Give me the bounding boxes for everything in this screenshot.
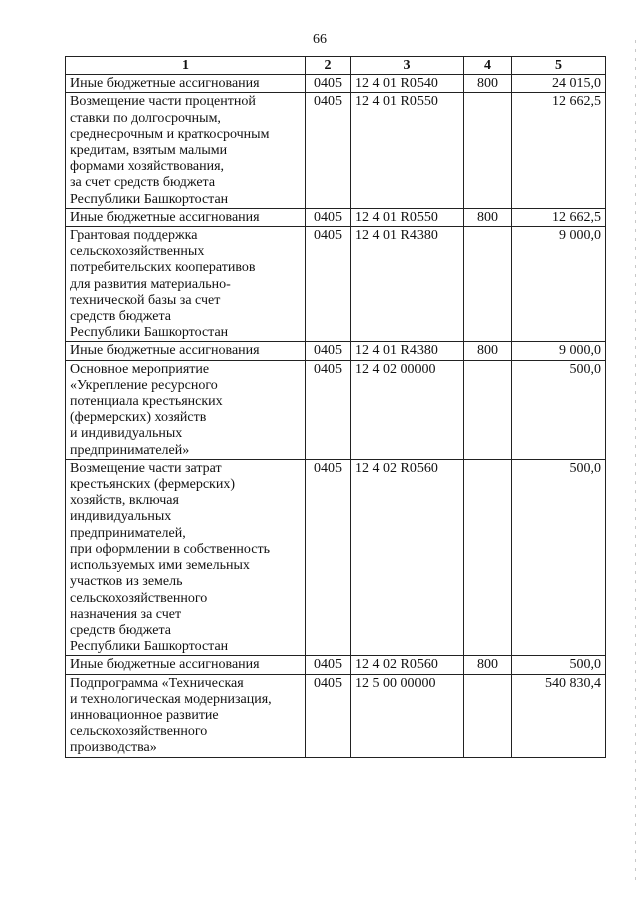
header-col-2: 2	[306, 57, 351, 75]
row-section-cell: 0405	[306, 360, 351, 459]
row-name-line: Возмещение части процентной	[70, 94, 256, 110]
row-name-line: сельскохозяйственного	[70, 724, 208, 740]
row-name-line: для развития материально-	[70, 276, 231, 292]
header-col-1: 1	[66, 57, 306, 75]
row-name-line: (фермерских) хозяйств	[70, 410, 207, 426]
table-row	[66, 360, 606, 459]
row-section-cell: 0405	[306, 342, 351, 360]
row-name-line: Республики Башкортостан	[70, 325, 229, 341]
table-row	[66, 75, 606, 93]
row-name-cell	[66, 93, 306, 208]
row-code-cell: 12 4 02 R0560	[351, 656, 464, 674]
row-type-cell: 800	[464, 342, 512, 360]
table-row	[66, 674, 606, 757]
row-name-line: хозяйств, включая	[70, 493, 179, 509]
table-row	[66, 208, 606, 226]
row-section-cell: 0405	[306, 75, 351, 93]
row-name-cell	[66, 208, 306, 226]
row-name-line: Иные бюджетные ассигнования	[70, 76, 260, 92]
row-name-line: назначения за счет	[70, 606, 182, 622]
row-amount-cell: 12 662,5	[512, 93, 606, 208]
row-type-cell: 800	[464, 75, 512, 93]
row-name-line: технической базы за счет	[70, 292, 221, 308]
row-amount-cell: 9 000,0	[512, 342, 606, 360]
row-name-line: Иные бюджетные ассигнования	[70, 343, 260, 359]
row-code-cell: 12 4 01 R4380	[351, 227, 464, 342]
header-col-4: 4	[464, 57, 512, 75]
row-name-line: сельскохозяйственного	[70, 590, 208, 606]
row-amount-cell: 500,0	[512, 360, 606, 459]
row-name-cell	[66, 227, 306, 342]
row-code-cell: 12 5 00 00000	[351, 674, 464, 757]
table-header	[66, 57, 606, 75]
row-section-cell: 0405	[306, 208, 351, 226]
row-type-cell	[464, 360, 512, 459]
page-number: 66	[313, 32, 327, 47]
table-row	[66, 93, 606, 208]
row-name-cell	[66, 459, 306, 655]
row-code-cell: 12 4 01 R0540	[351, 75, 464, 93]
row-name-line: при оформлении в собственность	[70, 541, 270, 557]
row-amount-cell: 9 000,0	[512, 227, 606, 342]
row-name-line: крестьянских (фермерских)	[70, 477, 235, 493]
row-name-line: используемых ими земельных	[70, 558, 250, 574]
row-name-line: средств бюджета	[70, 309, 172, 325]
row-name-line: Подпрограмма «Техническая	[70, 675, 244, 691]
row-name-line: Республики Башкортостан	[70, 639, 229, 655]
row-name-cell	[66, 342, 306, 360]
table-row	[66, 656, 606, 674]
row-name-line: Возмещение части затрат	[70, 460, 222, 476]
row-name-line: средств бюджета	[70, 622, 172, 638]
row-name-line: за счет средств бюджета	[70, 175, 216, 191]
row-code-cell: 12 4 02 R0560	[351, 459, 464, 655]
row-name-line: Иные бюджетные ассигнования	[70, 657, 260, 673]
header-col-3: 3	[351, 57, 464, 75]
row-code-cell: 12 4 02 00000	[351, 360, 464, 459]
table-row	[66, 342, 606, 360]
row-amount-cell: 24 015,0	[512, 75, 606, 93]
row-name-line: кредитам, взятым малыми	[70, 143, 228, 159]
row-name-cell	[66, 360, 306, 459]
row-name-line: формами хозяйствования,	[70, 159, 225, 175]
row-name-line: Республики Башкортостан	[70, 191, 229, 207]
row-type-cell: 800	[464, 656, 512, 674]
row-type-cell	[464, 674, 512, 757]
row-name-line: предпринимателей,	[70, 525, 186, 541]
row-type-cell	[464, 459, 512, 655]
row-amount-cell: 500,0	[512, 459, 606, 655]
header-row	[66, 57, 606, 75]
row-name-line: «Укрепление ресурсного	[70, 377, 218, 393]
table-row	[66, 227, 606, 342]
row-name-line: сельскохозяйственных	[70, 244, 205, 260]
row-section-cell: 0405	[306, 93, 351, 208]
row-name-line: предпринимателей»	[70, 442, 190, 458]
row-name-line: потенциала крестьянских	[70, 394, 223, 410]
row-type-cell	[464, 227, 512, 342]
row-section-cell: 0405	[306, 674, 351, 757]
row-name-line: Иные бюджетные ассигнования	[70, 209, 260, 225]
budget-table	[65, 56, 606, 758]
row-code-cell: 12 4 01 R4380	[351, 342, 464, 360]
row-name-line: потребительских кооперативов	[70, 260, 256, 276]
row-name-line: и индивидуальных	[70, 426, 183, 442]
table-body	[66, 75, 606, 757]
row-code-cell: 12 4 01 R0550	[351, 93, 464, 208]
row-name-cell	[66, 75, 306, 93]
row-name-line: участков из земель	[70, 574, 183, 590]
row-name-line: инновационное развитие	[70, 707, 219, 723]
row-section-cell: 0405	[306, 459, 351, 655]
row-name-line: среднесрочным и краткосрочным	[70, 126, 270, 142]
row-type-cell: 800	[464, 208, 512, 226]
row-name-line: ставки по долгосрочным,	[70, 110, 221, 126]
row-name-line: индивидуальных	[70, 509, 172, 525]
row-amount-cell: 540 830,4	[512, 674, 606, 757]
row-name-line: Основное мероприятие	[70, 361, 210, 377]
row-code-cell: 12 4 01 R0550	[351, 208, 464, 226]
row-amount-cell: 12 662,5	[512, 208, 606, 226]
row-name-line: Грантовая поддержка	[70, 228, 198, 244]
table-row	[66, 459, 606, 655]
row-amount-cell: 500,0	[512, 656, 606, 674]
scan-edge-mark	[635, 40, 636, 880]
row-name-cell	[66, 674, 306, 757]
row-section-cell: 0405	[306, 227, 351, 342]
header-col-5: 5	[512, 57, 606, 75]
row-name-cell	[66, 656, 306, 674]
row-name-line: производства»	[70, 740, 157, 756]
row-name-line: и технологическая модернизация,	[70, 691, 272, 707]
row-type-cell	[464, 93, 512, 208]
row-section-cell: 0405	[306, 656, 351, 674]
